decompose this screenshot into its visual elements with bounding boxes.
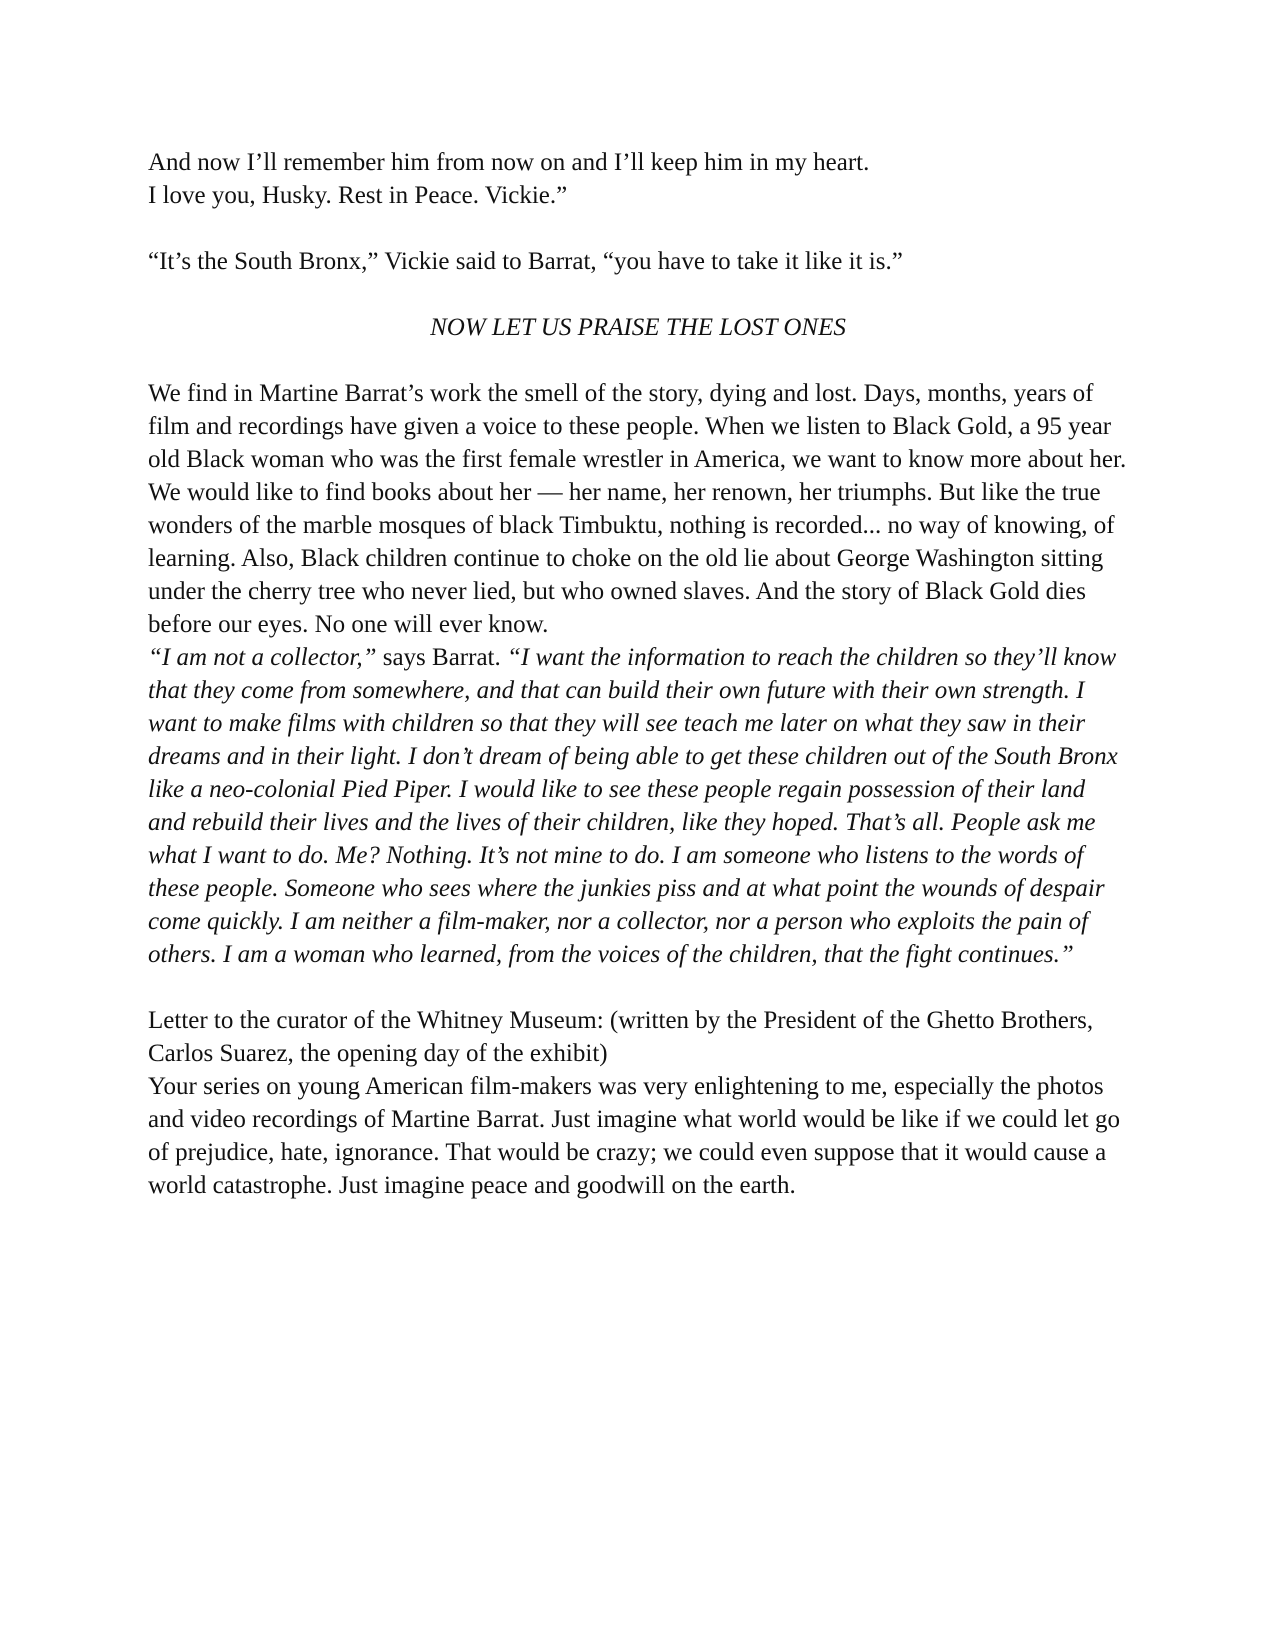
- barrat-quote-paragraph: [148, 641, 1128, 971]
- spacer: [148, 278, 1128, 311]
- quote-attribution: says Barrat.: [376, 644, 507, 671]
- opening-line-1: And now I’ll remember him from now on and I’ll keep him in my heart.: [148, 149, 870, 176]
- letter-intro: Letter to the curator of the Whitney Museum: (written by the President of the Ghetto Brothers, Carlos Suarez, the opening day of the exhibit): [148, 1007, 1094, 1067]
- spacer: [148, 344, 1128, 377]
- spacer: [148, 971, 1128, 1004]
- body-paragraph: We find in Martine Barrat’s work the smell of the story, dying and lost. Days, months, years of film and recordings have given a voice to these people. When we listen to Black Gold, a 95 year old Black woman who was the first female wrestler in America, we want to know more about her. We would like to find books about her — her name, her renown, her triumphs. But like the true wonders of the marble mosques of black Timbuktu, nothing is recorded... no way of knowing, of learning. Also, Black children continue to choke on the old lie about George Washington sitting under the cherry tree who never lied, but who owned slaves. And the story of Black Gold dies before our eyes. No one will ever know.: [148, 380, 1127, 638]
- spacer: [148, 212, 1128, 245]
- letter-body: Your series on young American film-makers was very enlightening to me, especially the photos and video recordings of Martine Barrat. Just imagine what world would be like if we could let go of prejudice, hate, ignorance. That would be crazy; we could even suppose that it would cause a world catastrophe. Just imagine peace and goodwill on the earth.: [148, 1073, 1120, 1199]
- opening-line-2: I love you, Husky. Rest in Peace. Vickie.”: [148, 182, 568, 209]
- quote-part-1: “I am not a collector,”: [148, 644, 377, 671]
- document-page: [148, 146, 1128, 1202]
- south-bronx-quote: “It’s the South Bronx,” Vickie said to Barrat, “you have to take it like it is.”: [148, 248, 903, 275]
- section-heading: NOW LET US PRAISE THE LOST ONES: [430, 314, 846, 341]
- quote-part-2: “I want the information to reach the children so they’ll know that they come from somewhere, and that can build their own future with their own strength. I want to make films with children so that they will see teach me later on what they saw in their dreams and in their light. I don’t dream of being able to get these children out of the South Bronx like a neo-colonial Pied Piper. I would like to see these people regain possession of their land and rebuild their lives and the lives of their children, like they hoped. That’s all. People ask me what I want to do. Me? Nothing. It’s not mine to do. I am someone who listens to the words of these people. Someone who sees where the junkies piss and at what point the wounds of despair come quickly. I am neither a film-maker, nor a collector, nor a person who exploits the pain of others. I am a woman who learned, from the voices of the children, that the fight continues.”: [148, 644, 1118, 968]
